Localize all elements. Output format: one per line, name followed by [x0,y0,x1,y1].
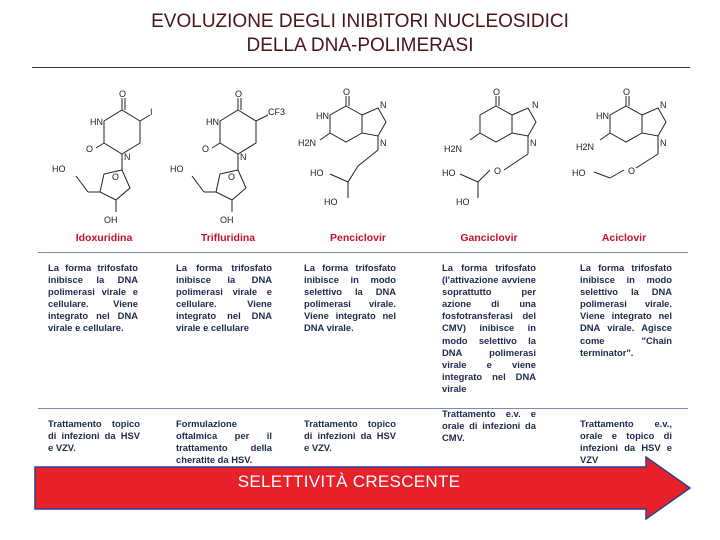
trifluridine-structure [166,88,290,236]
hydroxyl-label: HO [442,168,456,178]
oxygen-label: O [343,88,351,97]
hydroxyl-label: HO [456,197,470,207]
oxygen-label: O [228,172,236,182]
nh-label: HN [316,111,329,121]
oxygen-label: O [86,144,94,154]
iodine-label: I [150,107,153,117]
use-trifluridina: Formulazione oftalmica per il trattamento della cheratite da HSV. [176,418,272,466]
nitrogen-label: N [530,138,537,148]
mechanism-ganciclovir: La forma trifosfato (l'attivazione avviene soprattutto per azione di una fosfotransferasi del CMV) inibisce in modo selettivo la DNA polimerasi virale e viene integrato nel DNA virale [442,262,536,394]
use-aciclovir: Trattamento e.v., orale e topico di infezioni da HSV e VZV [580,418,672,466]
nitrogen-label: N [380,138,387,148]
drug-name-aciclovir: Aciclovir [601,232,647,244]
penciclovir-structure [296,88,420,236]
hydroxyl-label: HO [572,168,586,178]
nitrogen-label: N [532,100,539,110]
nitrogen-label: N [660,100,667,110]
oxygen-label: O [119,89,127,99]
mechanism-penciclovir: La forma trifosfato inibisce in modo selettivo la DNA polimerasi virale. Viene integrato nel DNA virale. [304,262,396,334]
nitrogen-label: N [380,100,387,110]
oxygen-label: O [493,88,501,97]
mechanism-trifluridina: La forma trifosfato inibisce la DNA polimerasi virale e cellulare. Viene integrato nel DNA virale e cellulare [176,262,272,334]
nh-label: HN [596,111,609,121]
oxygen-label: O [628,166,636,176]
nitrogen-label: N [240,152,247,162]
hydroxyl-label: OH [104,215,118,225]
hydroxyl-label: OH [220,215,234,225]
use-idoxuridina: Trattamento topico di infezioni da HSV e VZV. [48,418,140,454]
drug-name-ganciclovir: Ganciclovir [460,232,518,244]
use-ganciclovir: Trattamento e.v. e orale di infezioni da CMV. [442,408,536,444]
nitrogen-label: N [124,152,131,162]
drug-name-idoxuridina: Idoxuridina [75,232,133,244]
hydroxyl-label: HO [324,197,338,207]
amino-label: H2N [576,142,595,152]
table-divider-middle [38,408,688,409]
hydroxyl-label: HO [310,168,324,178]
title-line-1: EVOLUZIONE DEGLI INIBITORI NUCLEOSIDICI [151,11,569,32]
oxygen-label: O [494,166,502,176]
hydroxyl-label: HO [52,164,66,174]
ganciclovir-structure [424,88,554,236]
idoxuridine-structure [42,88,166,236]
amino-label: H2N [298,138,317,148]
aciclovir-structure [560,88,688,236]
title-line-2: DELLA DNA-POLIMERASI [246,35,474,56]
nitrogen-label: N [660,138,667,148]
title-underline [32,67,690,68]
nh-label: HN [90,117,103,127]
drug-name-trifluridina: Trifluridina [200,232,256,244]
arrow-label: SELETTIVITÀ CRESCENTE [237,472,461,491]
nh-label: HN [206,117,219,127]
mechanism-aciclovir: La forma trifosfato inibisce in modo selettivo la DNA polimerasi virale. Viene integrato nel DNA virale. Agisce come "Chain terminator". [580,262,672,358]
cf3-label: CF3 [268,107,286,117]
page-title [0,10,720,58]
oxygen-label: O [235,89,243,99]
oxygen-label: O [112,172,120,182]
amino-label: H2N [444,144,463,154]
use-penciclovir: Trattamento topico di infezioni da HSV e VZV. [304,418,396,454]
oxygen-label: O [623,88,631,97]
oxygen-label: O [202,144,210,154]
drug-name-penciclovir: Penciclovir [329,232,387,244]
hydroxyl-label: HO [170,164,184,174]
mechanism-idoxuridina: La forma trifosfato inibisce la DNA polimerasi virale e cellulare. Viene integrato nel DNA virale e cellulare. [48,262,138,334]
table-divider-top [38,252,688,253]
